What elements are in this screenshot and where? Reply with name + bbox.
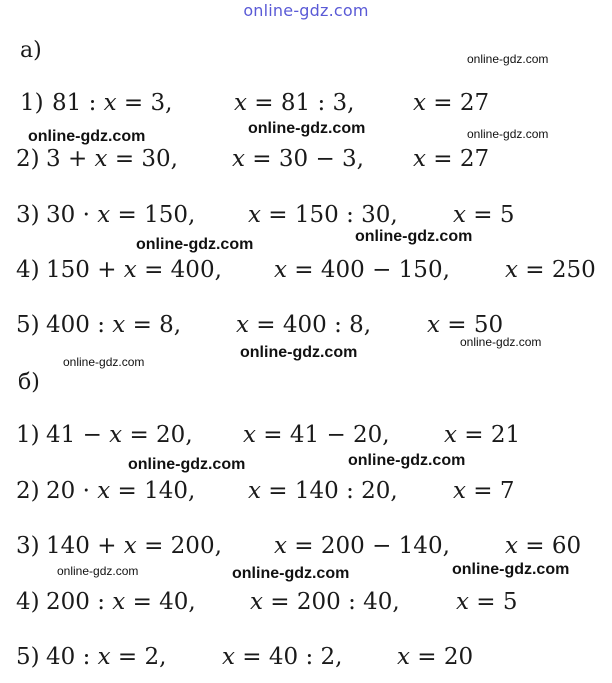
equation-step: x = 140 : 20,	[248, 478, 398, 504]
equation-step: x = 41 − 20,	[243, 422, 390, 448]
equation-original: 140 + x = 200,	[46, 533, 222, 559]
equation-original: 3 + x = 30,	[46, 146, 178, 172]
equation-step: x = 400 : 8,	[236, 312, 372, 338]
watermark: online-gdz.com	[57, 564, 139, 578]
equation-a-1	[0, 90, 612, 120]
equation-answer: x = 27	[413, 146, 490, 172]
equation-number: 4)	[16, 589, 40, 615]
equation-step: x = 30 − 3,	[232, 146, 364, 172]
equation-answer: x = 7	[453, 478, 515, 504]
equation-number: 3)	[16, 533, 40, 559]
equation-number: 3)	[16, 202, 40, 228]
equation-answer: x = 250	[505, 257, 596, 283]
equation-step: x = 81 : 3,	[234, 90, 355, 116]
equation-original: 40 : x = 2,	[46, 644, 167, 670]
equation-b-1	[0, 422, 612, 452]
equation-b-4	[0, 589, 612, 619]
equation-b-5	[0, 644, 612, 674]
equation-step: x = 150 : 30,	[248, 202, 398, 228]
watermark: online-gdz.com	[232, 565, 350, 582]
equation-step: x = 40 : 2,	[222, 644, 343, 670]
watermark: online-gdz.com	[28, 128, 146, 145]
equation-number: 1)	[16, 422, 40, 448]
equation-original: 20 · x = 140,	[46, 478, 196, 504]
equation-step: x = 200 : 40,	[250, 589, 400, 615]
equation-original: 81 : x = 3,	[52, 90, 173, 116]
equation-a-4	[0, 257, 612, 287]
equation-number: 2)	[16, 478, 40, 504]
equation-original: 30 · x = 150,	[46, 202, 196, 228]
equation-original: 150 + x = 400,	[46, 257, 222, 283]
equation-answer: x = 50	[427, 312, 504, 338]
equation-step: x = 200 − 140,	[274, 533, 450, 559]
header-watermark: online-gdz.com	[243, 1, 369, 20]
watermark: online-gdz.com	[136, 236, 254, 253]
equation-a-3	[0, 202, 612, 232]
watermark: online-gdz.com	[452, 561, 570, 578]
equation-answer: x = 27	[413, 90, 490, 116]
equation-answer: x = 5	[453, 202, 515, 228]
equation-b-2	[0, 478, 612, 508]
equation-answer: x = 20	[397, 644, 474, 670]
watermark: online-gdz.com	[248, 120, 366, 137]
equation-answer: x = 21	[444, 422, 521, 448]
equation-number: 5)	[16, 312, 40, 338]
watermark: online-gdz.com	[460, 335, 542, 349]
watermark: online-gdz.com	[63, 355, 145, 369]
equation-step: x = 400 − 150,	[274, 257, 450, 283]
watermark: online-gdz.com	[355, 228, 473, 245]
equation-original: 400 : x = 8,	[46, 312, 182, 338]
equation-number: 1)	[20, 90, 44, 116]
section-b-label: б)	[18, 370, 40, 395]
equation-number: 4)	[16, 257, 40, 283]
equation-b-3	[0, 533, 612, 563]
equation-answer: x = 5	[456, 589, 518, 615]
equation-original: 200 : x = 40,	[46, 589, 196, 615]
watermark: online-gdz.com	[467, 52, 549, 66]
watermark: online-gdz.com	[348, 452, 466, 469]
equation-number: 2)	[16, 146, 40, 172]
equation-original: 41 − x = 20,	[46, 422, 193, 448]
watermark: online-gdz.com	[128, 456, 246, 473]
watermark: online-gdz.com	[240, 344, 358, 361]
section-a-label: а)	[20, 38, 42, 63]
equation-number: 5)	[16, 644, 40, 670]
equation-answer: x = 60	[505, 533, 582, 559]
watermark: online-gdz.com	[467, 127, 549, 141]
equation-a-2	[0, 146, 612, 176]
